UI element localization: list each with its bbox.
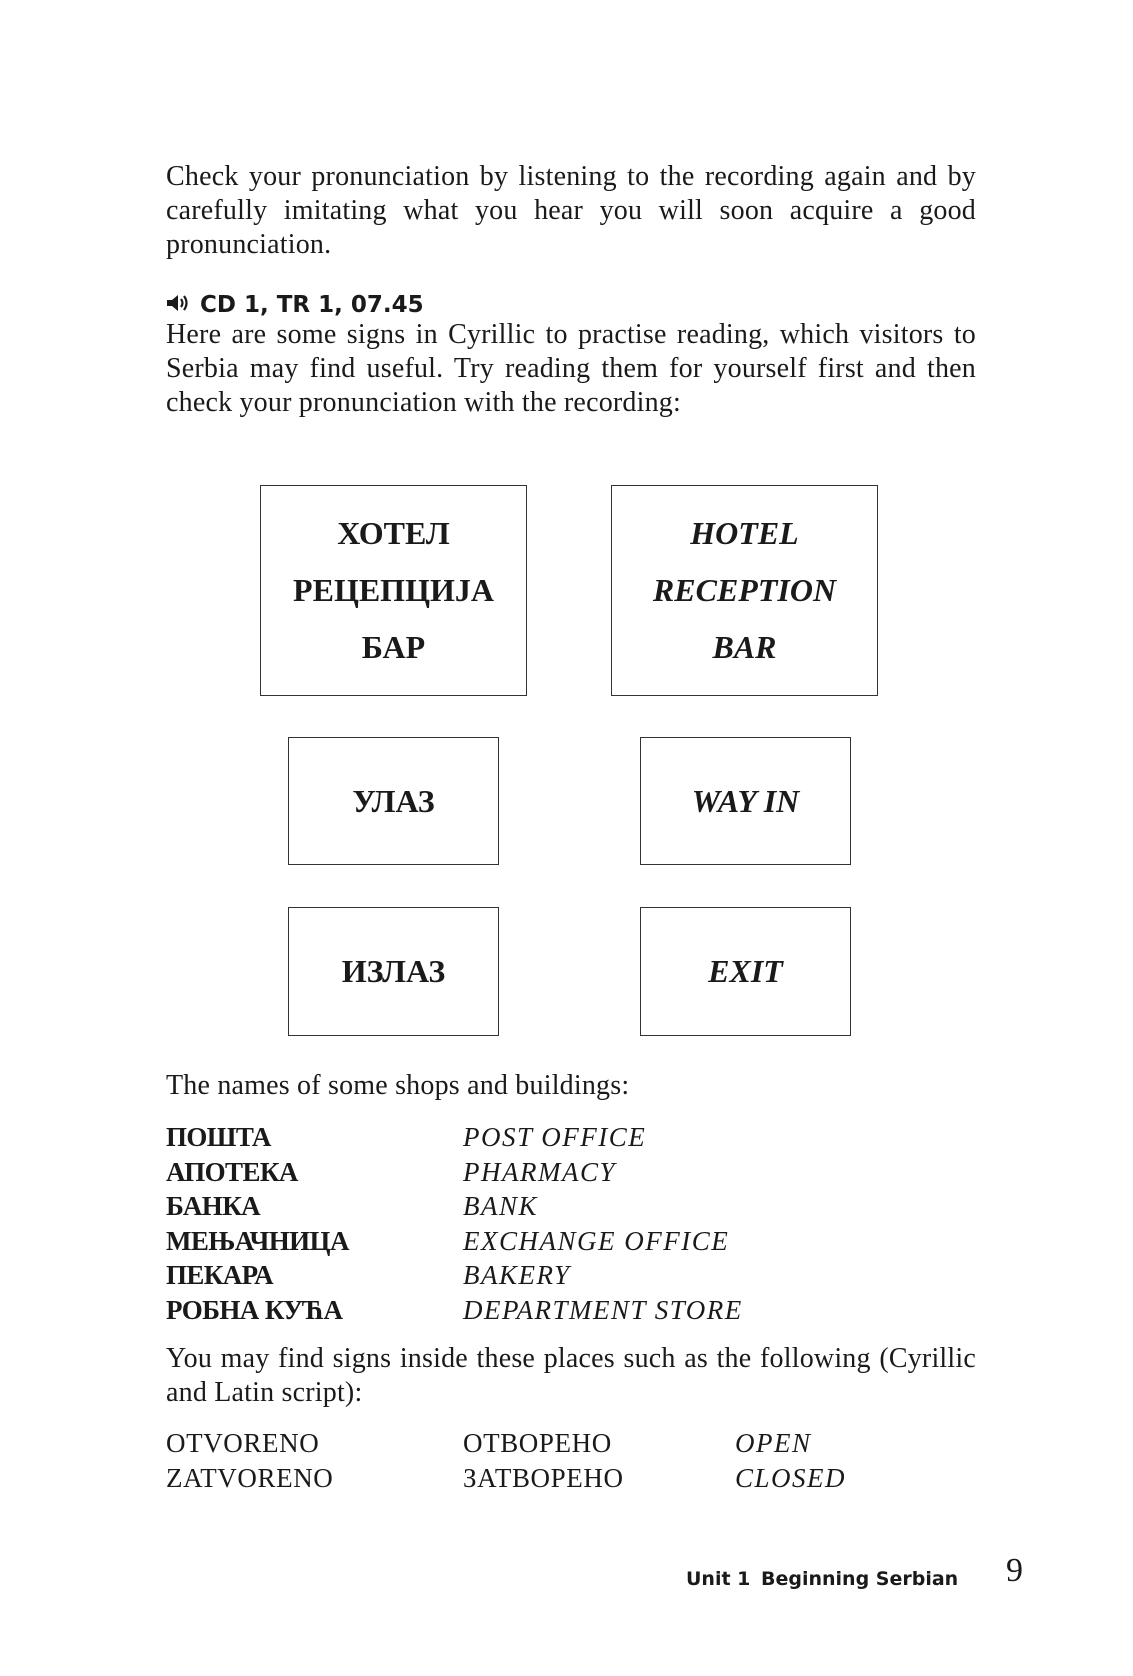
footer-unit: Unit 1 xyxy=(686,1568,751,1590)
sign-text: РЕЦЕПЦИЈА xyxy=(293,572,494,608)
sign-text: EXIT xyxy=(708,953,783,989)
glossary-cyrillic: РОБНА КУЋА xyxy=(166,1294,343,1325)
glossary-row xyxy=(166,1120,743,1155)
inside-sign-latin: OTVORENO xyxy=(166,1428,320,1458)
inside-sign-cyrillic: ЗАТВОРЕНО xyxy=(463,1462,624,1493)
footer-title: Beginning Serbian xyxy=(761,1568,959,1590)
sign-text: RECEPTION xyxy=(652,572,837,608)
audio-track-text: CD 1, TR 1, 07.45 xyxy=(200,292,424,318)
signs-intro-paragraph: Here are some signs in Cyrillic to practise reading, which visitors to Serbia may find useful. Try reading them for yourself first and then check your pronunciation with the recording: xyxy=(166,319,976,418)
audio-track-label xyxy=(166,292,424,318)
inside-sign-cyrillic: ОТВОРЕНО xyxy=(463,1428,612,1458)
inside-signs-paragraph: You may find signs inside these places such as the following (Cyrillic and Latin script): xyxy=(166,1343,976,1408)
glossary-english: BAKERY xyxy=(463,1260,571,1290)
inside-sign-row xyxy=(166,1461,846,1496)
glossary-cyrillic: ПОШТА xyxy=(166,1122,271,1152)
glossary-row xyxy=(166,1189,743,1224)
sign-text: БАР xyxy=(361,629,426,665)
glossary-row xyxy=(166,1224,743,1259)
sign-text: WAY IN xyxy=(691,782,800,819)
glossary-cyrillic: АПОТЕКА xyxy=(166,1156,298,1187)
sign-entrance-cyrillic xyxy=(288,737,499,865)
glossary-row xyxy=(166,1155,743,1190)
sign-exit-english xyxy=(640,907,851,1036)
sign-text: BAR xyxy=(712,629,777,665)
speaker-icon xyxy=(166,292,188,318)
glossary-row xyxy=(166,1293,743,1328)
glossary-cyrillic: БАНКА xyxy=(166,1191,261,1221)
shops-glossary xyxy=(166,1120,743,1327)
glossary-english: DEPARTMENT STORE xyxy=(463,1294,743,1325)
inside-sign-english: CLOSED xyxy=(735,1462,847,1493)
glossary-english: POST OFFICE xyxy=(463,1122,647,1152)
sign-hotel-cyrillic xyxy=(260,485,527,696)
sign-hotel-english xyxy=(611,485,878,696)
intro-paragraph: Check your pronunciation by listening to the recording again and by carefully imitating what you hear you will soon acquire a good pronunciation. xyxy=(166,161,976,260)
glossary-english: EXCHANGE OFFICE xyxy=(463,1225,730,1256)
inside-signs-list xyxy=(166,1426,846,1495)
glossary-english: BANK xyxy=(463,1191,539,1221)
sign-entrance-english xyxy=(640,737,851,865)
sign-exit-cyrillic xyxy=(288,907,499,1036)
glossary-row xyxy=(166,1258,743,1293)
sign-text: HOTEL xyxy=(690,515,799,551)
glossary-cyrillic: ПЕКАРА xyxy=(166,1260,274,1290)
shops-heading: The names of some shops and buildings: xyxy=(166,1070,630,1101)
glossary-cyrillic: МЕЊАЧНИЦА xyxy=(166,1225,349,1256)
inside-sign-latin: ZATVORENO xyxy=(166,1462,334,1493)
sign-text: УЛАЗ xyxy=(352,782,435,819)
inside-sign-english: OPEN xyxy=(735,1428,812,1458)
sign-text: ХОТЕЛ xyxy=(337,515,450,551)
page-number: 9 xyxy=(1006,1552,1023,1589)
glossary-english: PHARMACY xyxy=(463,1156,616,1187)
sign-text: ИЗЛАЗ xyxy=(341,953,446,989)
inside-sign-row xyxy=(166,1426,846,1461)
